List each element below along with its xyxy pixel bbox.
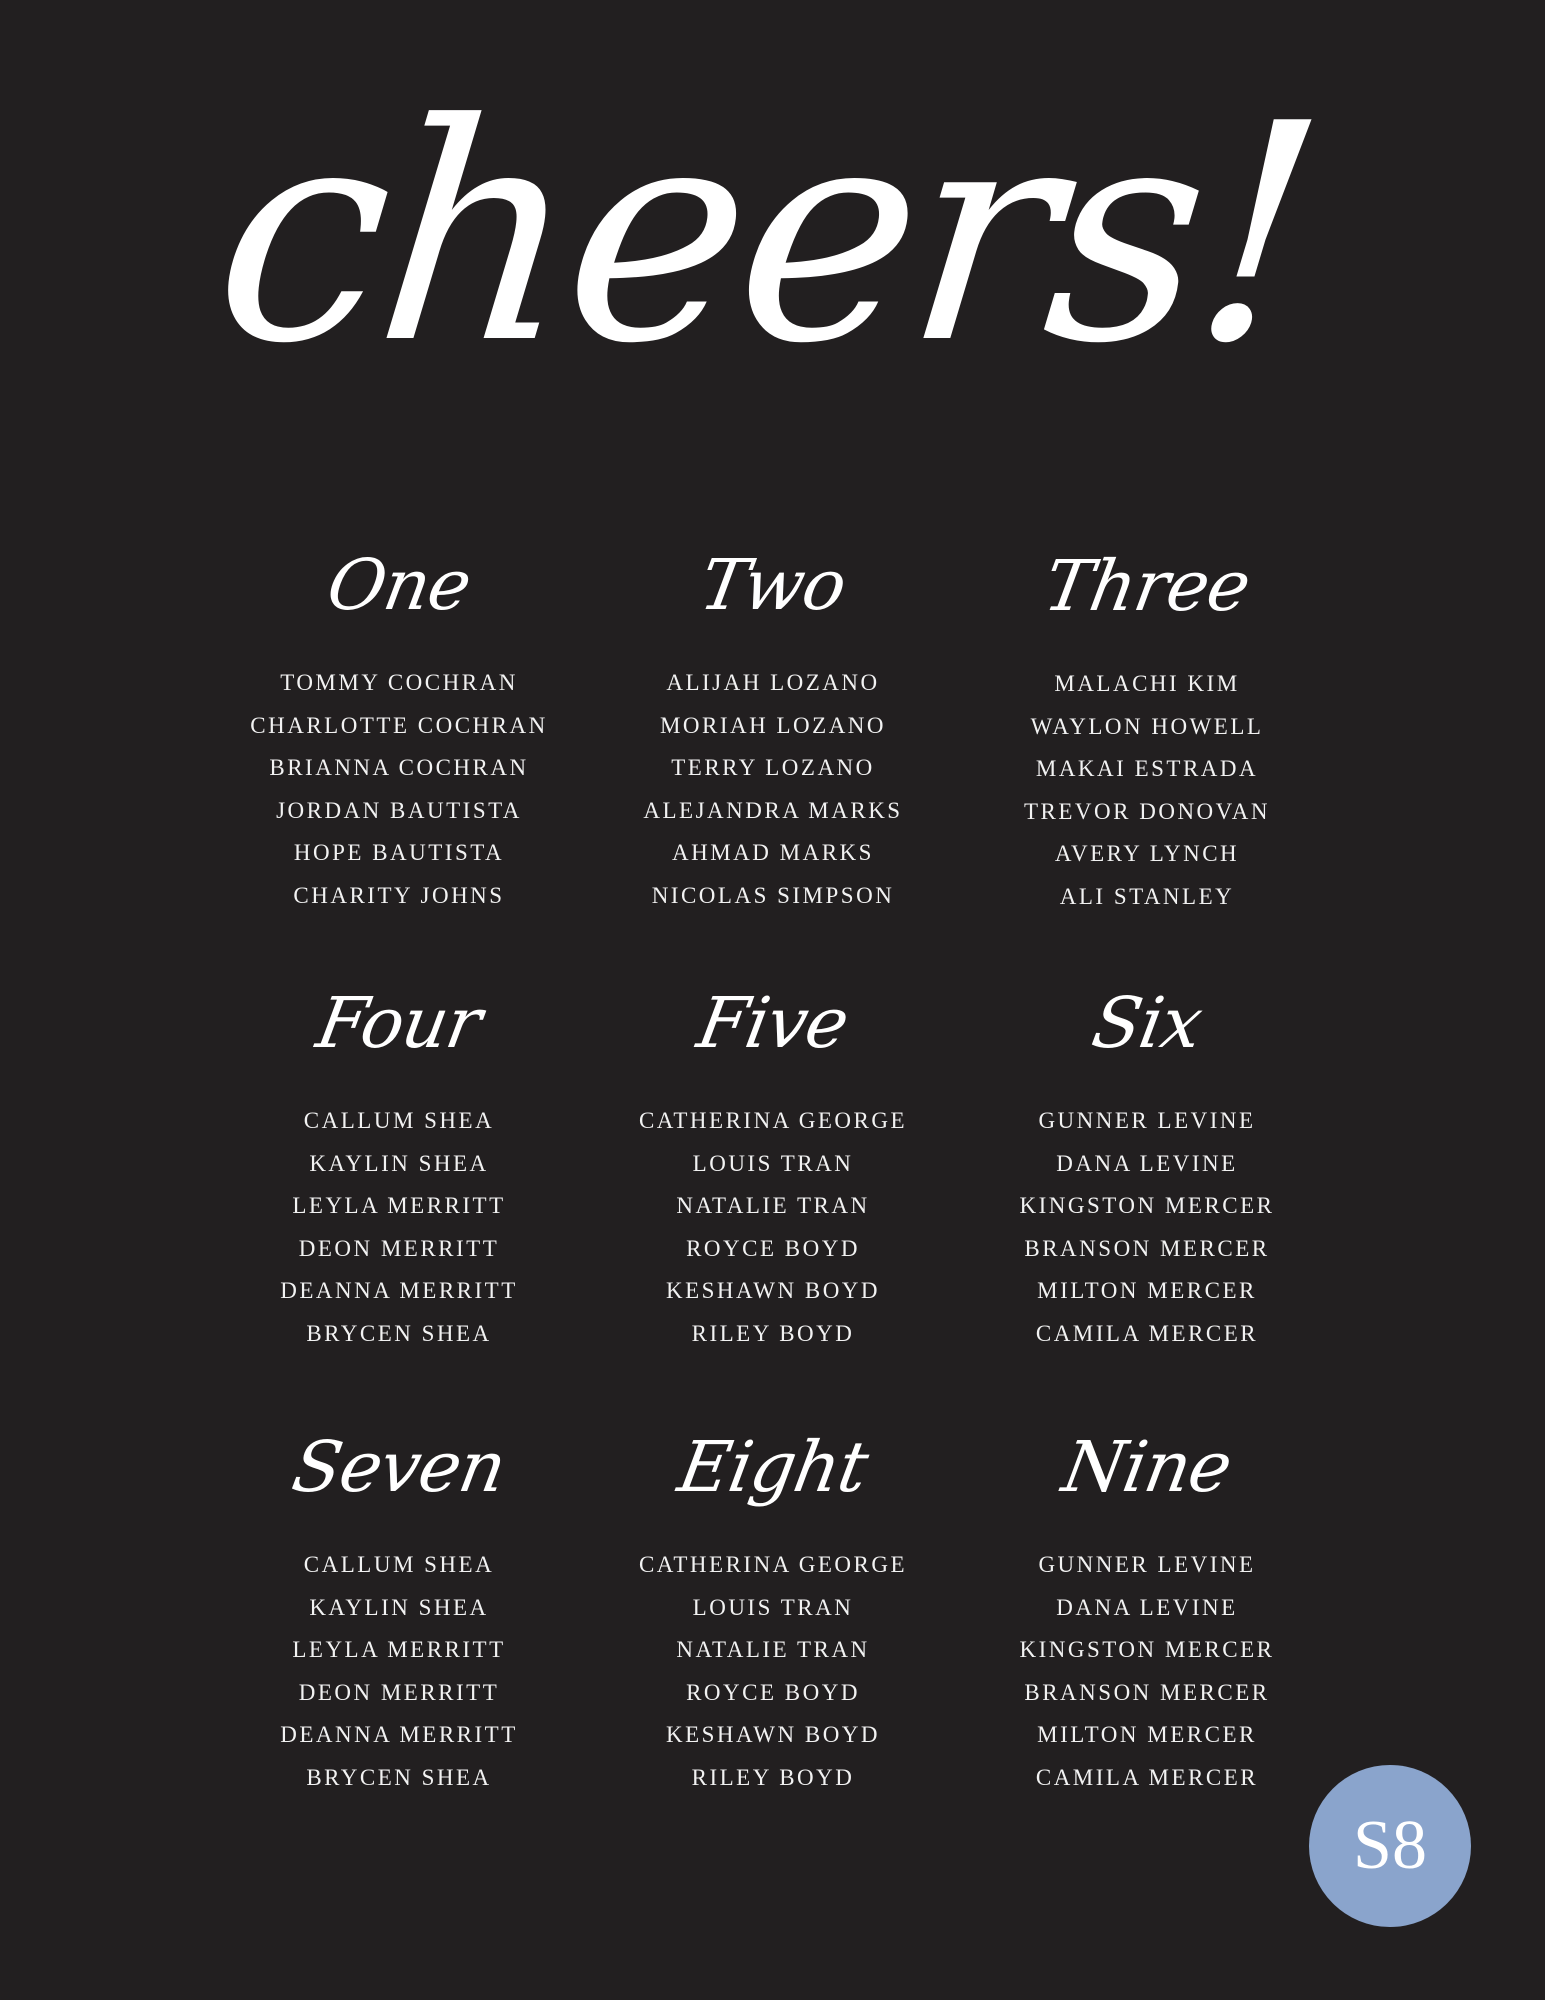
guest-name: CATHERINA GEORGE	[638, 1108, 908, 1133]
guest-name: TOMMY COCHRAN	[280, 670, 518, 695]
guest-name: DEANNA MERRITT	[280, 1722, 518, 1748]
guest-list	[977, 663, 1317, 919]
guest-name: MILTON MERCER	[1037, 1278, 1257, 1304]
table-five	[603, 968, 943, 1356]
guest-name: GUNNER LEVINE	[1038, 1108, 1256, 1133]
guest-list	[603, 1544, 943, 1800]
guest-name: KINGSTON MERCER	[1019, 1193, 1275, 1219]
guest-name: DANA LEVINE	[1056, 1594, 1238, 1620]
guest-name: GUNNER LEVINE	[1038, 1552, 1256, 1577]
guest-name: ROYCE BOYD	[686, 1679, 860, 1705]
guest-name: CHARITY JOHNS	[293, 882, 505, 908]
guest-name: AVERY LYNCH	[1054, 841, 1240, 867]
table-four	[229, 968, 569, 1356]
guest-list	[229, 1100, 569, 1356]
table-number: Four	[311, 982, 487, 1064]
table-number: One	[321, 544, 477, 626]
guest-name: CHARLOTTE COCHRAN	[250, 712, 548, 738]
guest-name: LEYLA MERRITT	[292, 1193, 506, 1219]
table-number: Two	[694, 544, 852, 626]
headline-title: cheers!	[202, 60, 1332, 409]
guest-name: CAMILA MERCER	[1035, 1320, 1259, 1346]
table-nine	[977, 1412, 1317, 1800]
guest-name: DEANNA MERRITT	[280, 1278, 518, 1304]
guest-name: ALIJAH LOZANO	[666, 670, 880, 695]
table-three	[977, 531, 1317, 919]
guest-name: ALEJANDRA MARKS	[643, 797, 903, 823]
table-one	[229, 530, 569, 918]
guest-name: NATALIE TRAN	[676, 1193, 870, 1219]
guest-name: LOUIS TRAN	[692, 1150, 854, 1176]
guest-name: CAMILA MERCER	[1035, 1764, 1259, 1790]
guest-name: RILEY BOYD	[691, 1320, 855, 1346]
guest-list	[977, 1544, 1317, 1800]
guest-list	[229, 1544, 569, 1800]
guest-name: ROYCE BOYD	[686, 1235, 860, 1261]
guest-list	[229, 662, 569, 918]
guest-name: CATHERINA GEORGE	[638, 1552, 908, 1577]
guest-name: MAKAI ESTRADA	[1035, 756, 1259, 782]
guest-name: MORIAH LOZANO	[659, 712, 887, 738]
guest-name: BRYCEN SHEA	[306, 1320, 492, 1346]
guest-name: HOPE BAUTISTA	[293, 840, 505, 866]
guest-name: AHMAD MARKS	[672, 840, 874, 866]
guest-list	[603, 662, 943, 918]
guest-name: KESHAWN BOYD	[665, 1722, 881, 1748]
table-number: Three	[1038, 545, 1256, 627]
guest-name: ALI STANLEY	[1059, 883, 1235, 909]
guest-name: KAYLIN SHEA	[309, 1594, 489, 1620]
guest-name: CALLUM SHEA	[303, 1108, 495, 1133]
guest-name: NICOLAS SIMPSON	[651, 882, 895, 908]
table-eight	[603, 1412, 943, 1800]
guest-name: NATALIE TRAN	[676, 1637, 870, 1663]
table-number: Nine	[1056, 1426, 1238, 1508]
guest-name: DEON MERRITT	[298, 1679, 500, 1705]
table-number: Seven	[286, 1426, 512, 1508]
guest-name: DEON MERRITT	[298, 1235, 500, 1261]
guest-list	[977, 1100, 1317, 1356]
guest-name: KESHAWN BOYD	[665, 1278, 881, 1304]
guest-name: CALLUM SHEA	[303, 1552, 495, 1577]
guest-name: JORDAN BAUTISTA	[276, 797, 522, 823]
table-six	[977, 968, 1317, 1356]
guest-name: BRIANNA COCHRAN	[269, 755, 529, 781]
guest-name: WAYLON HOWELL	[1030, 713, 1264, 739]
guest-name: LOUIS TRAN	[692, 1594, 854, 1620]
table-number: Six	[1086, 982, 1208, 1064]
table-number: Five	[691, 982, 855, 1064]
guest-name: TERRY LOZANO	[671, 755, 875, 781]
guest-name: BRANSON MERCER	[1024, 1679, 1270, 1705]
table-two	[603, 530, 943, 918]
guest-name: BRYCEN SHEA	[306, 1764, 492, 1790]
guest-name: BRANSON MERCER	[1024, 1235, 1270, 1261]
guest-name: MALACHI KIM	[1054, 671, 1240, 696]
guest-name: DANA LEVINE	[1056, 1150, 1238, 1176]
guest-name: LEYLA MERRITT	[292, 1637, 506, 1663]
table-number: Eight	[672, 1426, 874, 1508]
guest-name: MILTON MERCER	[1037, 1722, 1257, 1748]
guest-list	[603, 1100, 943, 1356]
guest-name: TREVOR DONOVAN	[1023, 798, 1271, 824]
table-seven	[229, 1412, 569, 1800]
guest-name: KAYLIN SHEA	[309, 1150, 489, 1176]
guest-name: RILEY BOYD	[691, 1764, 855, 1790]
badge-label: S8	[1353, 1807, 1427, 1884]
page-badge	[1309, 1765, 1471, 1927]
guest-name: KINGSTON MERCER	[1019, 1637, 1275, 1663]
